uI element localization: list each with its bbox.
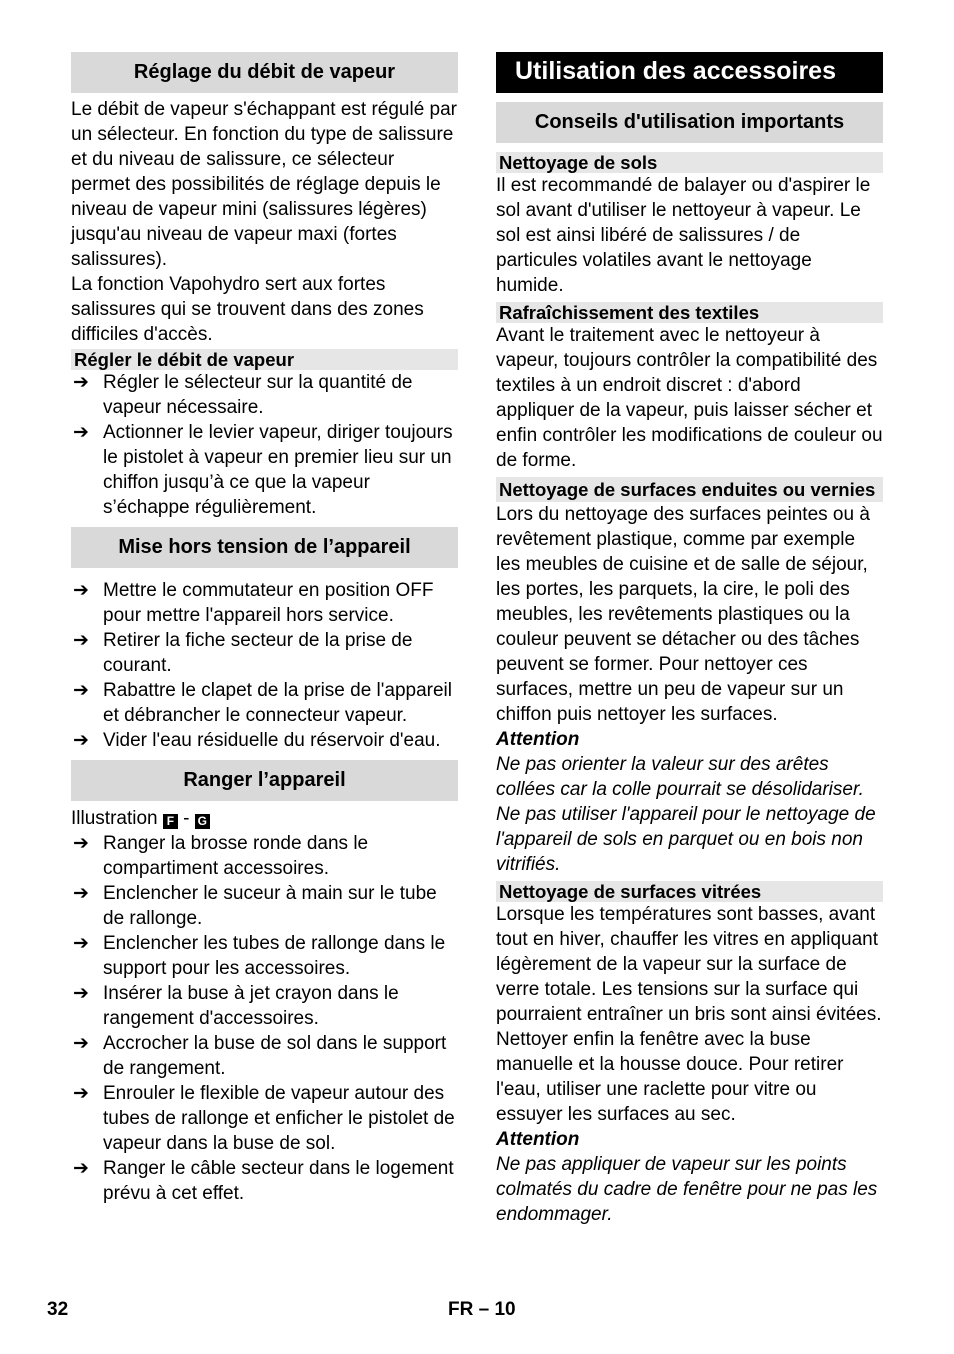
list-item — [71, 678, 458, 728]
paragraph-vitrees-1: Lorsque les températures sont basses, avant tout en hiver, chauffer les vitres en appliquant légèrement de la vapeur sur la surface de verre totale. Les tensions sur la surface qui pourraient entraîner un bris sont ainsi évitées. — [496, 904, 882, 1025]
list-item — [71, 831, 458, 881]
figure-f-icon: F — [163, 814, 178, 829]
list-item — [71, 981, 458, 1031]
illustration-label: Illustration — [71, 808, 158, 829]
left-column — [71, 52, 458, 1206]
list-item-text: Régler le sélecteur sur la quantité de vapeur nécessaire. — [103, 372, 413, 418]
arrow-right-icon: ➔ — [73, 883, 89, 904]
list-mise-hors-tension — [71, 578, 458, 753]
list-item-text: Actionner le levier vapeur, diriger toujours le pistolet à vapeur en premier lieu sur un chiffon jusqu’à ce que la vapeur s’échappe régulièrement. — [103, 422, 453, 518]
section-heading-ranger: Ranger l’appareil — [71, 760, 458, 801]
attention-label-2: Attention — [496, 1129, 580, 1150]
attention-text-1b: Ne pas utiliser l'appareil pour le nettoyage de l'appareil de sols en parquet ou en bois non vitrifiés. — [496, 804, 876, 875]
list-item — [71, 420, 458, 520]
list-item — [71, 1156, 458, 1206]
list-item-text: Enclencher le suceur à main sur le tube de rallonge. — [103, 883, 437, 929]
paragraph-sols: Il est recommandé de balayer ou d'aspirer le sol avant d'utiliser le nettoyeur à vapeur. Le sol est ainsi libéré de salissures / de particules volatiles avant le nettoyage humide. — [496, 175, 871, 296]
attention-text-2: Ne pas appliquer de vapeur sur les points colmatés du cadre de fenêtre pour ne pas les endommager. — [496, 1154, 878, 1225]
arrow-right-icon: ➔ — [73, 580, 89, 601]
arrow-right-icon: ➔ — [73, 983, 89, 1004]
list-item — [71, 370, 458, 420]
subheading-sols: Nettoyage de sols — [496, 152, 883, 173]
list-item — [71, 1081, 458, 1156]
section-heading-conseils: Conseils d'utilisation importants — [496, 102, 883, 143]
arrow-right-icon: ➔ — [73, 1158, 89, 1179]
list-item-text: Accrocher la buse de sol dans le support de rangement. — [103, 1033, 447, 1079]
list-item — [71, 1031, 458, 1081]
paragraph-vapohydro: La fonction Vapohydro sert aux fortes salissures qui se trouvent dans des zones difficiles d'accès. — [71, 274, 424, 345]
subheading-regler-debit: Régler le débit de vapeur — [71, 349, 458, 370]
illustration-separator: - — [183, 808, 190, 829]
attention-text-1a: Ne pas orienter la valeur sur des arêtes collées car la colle pourrait se désolidariser. — [496, 754, 864, 800]
paragraph-debit-regule: Le débit de vapeur s'échappant est régulé par un sélecteur. En fonction du type de salissure et du niveau de salissure, ce sélecteur permet des possibilités de réglage depuis le niveau de vapeur mini (salissures légères) jusqu'au niveau de vapeur maxi (fortes salissures). — [71, 99, 458, 270]
list-item — [71, 881, 458, 931]
list-item-text: Enclencher les tubes de rallonge dans le support pour les accessoires. — [103, 933, 446, 979]
list-item-text: Ranger la brosse ronde dans le compartiment accessoires. — [103, 833, 369, 879]
list-ranger — [71, 831, 458, 1206]
arrow-right-icon: ➔ — [73, 422, 89, 443]
list-item-text: Insérer la buse à jet crayon dans le rangement d'accessoires. — [103, 983, 399, 1029]
arrow-right-icon: ➔ — [73, 833, 89, 854]
arrow-right-icon: ➔ — [73, 730, 89, 751]
arrow-right-icon: ➔ — [73, 933, 89, 954]
section-heading-debit-vapeur: Réglage du débit de vapeur — [71, 52, 458, 93]
subheading-enduites: Nettoyage de surfaces enduites ou vernies — [496, 477, 883, 502]
paragraph-vitrees-2: Nettoyer enfin la fenêtre avec la buse manuelle et la housse douce. Pour retirer l'eau, utiliser une raclette pour vitre ou essuyer les surfaces au sec. — [496, 1029, 844, 1125]
arrow-right-icon: ➔ — [73, 372, 89, 393]
paragraph-enduites: Lors du nettoyage des surfaces peintes ou à revêtement plastique, comme par exemple les meubles de cuisine et de salle de séjour, les portes, les parquets, la cire, le poli des meubles, les revêtements plastiques ou la couleur peuvent se détacher ou des tâches peuvent se former. Pour nettoyer ces surfaces, mettre un peu de vapeur sur un chiffon puis nettoyer les surfaces. — [496, 504, 870, 725]
arrow-right-icon: ➔ — [73, 1083, 89, 1104]
paragraph-textiles: Avant le traitement avec le nettoyeur à vapeur, toujours contrôler la compatibilité des textiles à un endroit discret : d'abord appliquer de la vapeur, puis laisser sécher et enfin contrôler les modifications de couleur ou de forme. — [496, 325, 883, 471]
page-number: 32 — [47, 1299, 69, 1320]
attention-label-1: Attention — [496, 729, 580, 750]
list-item-text: Enrouler le flexible de vapeur autour des tubes de rallonge et enficher le pistolet de vapeur dans la buse de sol. — [103, 1083, 455, 1154]
list-item-text: Mettre le commutateur en position OFF pour mettre l'appareil hors service. — [103, 580, 434, 626]
subheading-textiles: Rafraîchissement des textiles — [496, 302, 883, 323]
list-item — [71, 728, 458, 753]
figure-g-icon: G — [195, 814, 210, 829]
arrow-right-icon: ➔ — [73, 1033, 89, 1054]
illustration-reference — [71, 806, 458, 831]
list-item-text: Retirer la fiche secteur de la prise de courant. — [103, 630, 413, 676]
list-item — [71, 578, 458, 628]
list-item-text: Rabattre le clapet de la prise de l'appareil et débrancher le connecteur vapeur. — [103, 680, 453, 726]
section-heading-mise-hors-tension: Mise hors tension de l’appareil — [71, 527, 458, 568]
subheading-vitrees: Nettoyage de surfaces vitrées — [496, 881, 883, 902]
arrow-right-icon: ➔ — [73, 630, 89, 651]
list-item — [71, 628, 458, 678]
list-item-text: Vider l'eau résiduelle du réservoir d'eau. — [103, 730, 441, 751]
section-page-label: FR – 10 — [448, 1299, 516, 1320]
list-item — [71, 931, 458, 981]
list-regler-debit — [71, 370, 458, 520]
list-item-text: Ranger le câble secteur dans le logement prévu à cet effet. — [103, 1158, 454, 1204]
arrow-right-icon: ➔ — [73, 680, 89, 701]
right-column — [496, 52, 883, 1227]
chapter-title: Utilisation des accessoires — [496, 52, 883, 93]
